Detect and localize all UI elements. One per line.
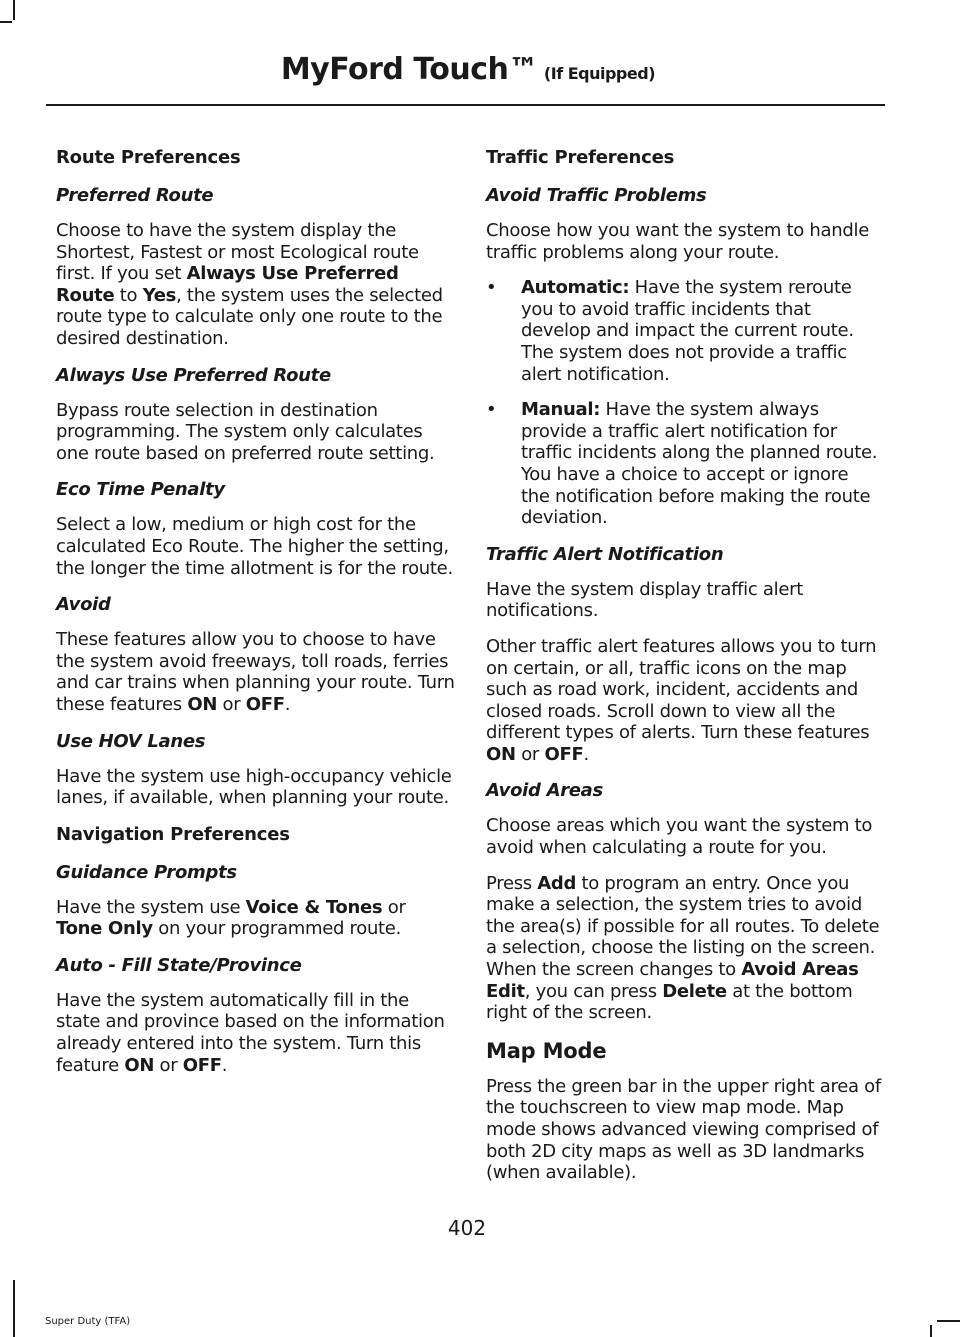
auto-fill-paragraph xyxy=(56,990,456,1076)
header-title: MyFord Touch™ xyxy=(280,52,538,87)
header-subtitle: (If Equipped) xyxy=(543,64,655,83)
text-run: Have the system always provide a traffic alert notification for traffic incidents along the planned route. You have a choice to accept or ignore the notification before making the route deviation. xyxy=(521,399,878,529)
text-run: to program an entry. Once you make a selection, the system tries to avoid the area(s) if possible for all routes. To delete a selection, choose the listing on the screen. When the screen changes to xyxy=(486,872,880,981)
preferred-route-heading: Preferred Route xyxy=(56,185,214,206)
avoid-areas-paragraph: Choose areas which you want the system to avoid when calculating a route for you. xyxy=(486,815,873,859)
guidance-prompts-paragraph xyxy=(56,897,456,940)
text-run: Have the system reroute you to avoid traffic incidents that develop and impact the current route. The system does not provide a traffic alert notification. xyxy=(521,277,854,385)
page-number: 402 xyxy=(447,1216,487,1240)
always-use-heading: Always Use Preferred Route xyxy=(56,364,331,386)
off-value: OFF xyxy=(245,693,285,715)
header-divider xyxy=(46,104,885,106)
text-run: Other traffic alert features allows you to turn on certain, or all, traffic icons on the map such as road work, incident, accidents and closed roads. Scroll down to view all the different types of alerts. Turn these features xyxy=(486,635,877,744)
crop-mark xyxy=(930,1325,932,1337)
eco-time-penalty-paragraph: Select a low, medium or high cost for the calculated Eco Route. The higher the setting, the longer the time allotment is for the route. xyxy=(56,514,453,579)
text-run: Have the system automatically fill in the state and province based on the information already entered into the system. Turn this feature xyxy=(56,989,445,1076)
delete-label: Delete xyxy=(662,980,727,1002)
text-run: to xyxy=(114,284,143,306)
text-run: . xyxy=(284,693,291,715)
on-value: ON xyxy=(486,743,516,765)
text-run: on your programmed route. xyxy=(152,918,402,940)
avoid-heading: Avoid xyxy=(56,594,111,616)
avoid-traffic-paragraph: Choose how you want the system to handle traffic problems along your route. xyxy=(486,220,869,263)
add-label: Add xyxy=(537,872,577,894)
text-run: or xyxy=(515,743,545,765)
text-run: Have the system use xyxy=(56,896,246,918)
bullet-item-automatic xyxy=(486,277,881,385)
right-column xyxy=(486,146,881,1198)
setting-name: Always Use Preferred Route xyxy=(56,263,399,306)
traffic-alert-heading: Traffic Alert Notification xyxy=(486,543,724,565)
bullet-marker: • xyxy=(486,399,497,421)
guidance-prompts-heading: Guidance Prompts xyxy=(56,861,237,883)
auto-fill-heading: Auto - Fill State/Province xyxy=(56,954,302,976)
text-run: Choose to have the system display the Shortest, Fastest or most Ecological route first. If you set xyxy=(56,220,419,285)
avoid-paragraph xyxy=(56,629,456,715)
setting-value: Yes xyxy=(142,284,177,306)
crop-mark xyxy=(13,1280,15,1337)
text-run: or xyxy=(154,1054,183,1076)
on-value: ON xyxy=(124,1054,155,1076)
route-preferences-heading: Route Preferences xyxy=(56,147,241,168)
preferred-route-paragraph xyxy=(56,220,456,350)
bullet-text xyxy=(521,399,881,529)
avoid-traffic-heading: Avoid Traffic Problems xyxy=(486,185,707,206)
avoid-areas-edit-label: Avoid Areas Edit xyxy=(486,959,859,1002)
text-run: . xyxy=(583,743,589,765)
left-column xyxy=(56,146,456,1090)
crop-mark xyxy=(0,21,12,23)
crop-mark xyxy=(937,1320,960,1322)
footer-model: Super Duty (TFA) xyxy=(45,1316,131,1327)
navigation-preferences-heading: Navigation Preferences xyxy=(56,823,290,845)
bullet-text xyxy=(521,277,881,385)
setting-value: Voice & Tones xyxy=(245,896,383,918)
on-value: ON xyxy=(187,693,218,715)
text-run: , you can press xyxy=(524,980,663,1002)
text-run: Press xyxy=(486,872,538,894)
setting-value: Tone Only xyxy=(56,918,153,940)
bullet-label: Automatic: xyxy=(521,277,630,299)
text-run: or xyxy=(382,896,406,918)
bullet-marker: • xyxy=(486,277,497,299)
text-run: at the bottom right of the screen. xyxy=(486,980,853,1024)
text-run: These features allow you to choose to have the system avoid freeways, toll roads, ferries and car trains when planning your route. Turn these features xyxy=(56,629,455,715)
traffic-preferences-heading: Traffic Preferences xyxy=(486,147,675,168)
text-run: or xyxy=(217,693,246,715)
eco-time-penalty-heading: Eco Time Penalty xyxy=(56,479,225,501)
hov-lanes-heading: Use HOV Lanes xyxy=(56,730,206,752)
text-run: , the system uses the selected route type to calculate only one route to the desired destination. xyxy=(56,284,443,349)
traffic-alert-paragraph: Have the system display traffic alert notifications. xyxy=(486,578,803,622)
map-mode-paragraph: Press the green bar in the upper right area of the touchscreen to view map mode. Map mode shows advanced viewing comprised of both 2D city maps as well as 3D landmarks (when available). xyxy=(486,1075,881,1184)
text-run: . xyxy=(221,1054,228,1076)
map-mode-heading: Map Mode xyxy=(486,1038,607,1063)
page-header-title xyxy=(281,52,655,87)
crop-mark xyxy=(13,0,15,20)
press-add-paragraph xyxy=(486,873,881,1024)
bullet-label: Manual: xyxy=(521,399,601,421)
avoid-areas-heading: Avoid Areas xyxy=(486,780,603,802)
bullet-item-manual xyxy=(486,399,881,529)
off-value: OFF xyxy=(182,1054,222,1076)
always-use-paragraph: Bypass route selection in destination programming. The system only calculates one route based on preferred route setting. xyxy=(56,399,435,464)
hov-lanes-paragraph: Have the system use high-occupancy vehicle lanes, if available, when planning your route. xyxy=(56,765,452,809)
off-value: OFF xyxy=(544,743,584,765)
other-alerts-paragraph xyxy=(486,636,881,766)
